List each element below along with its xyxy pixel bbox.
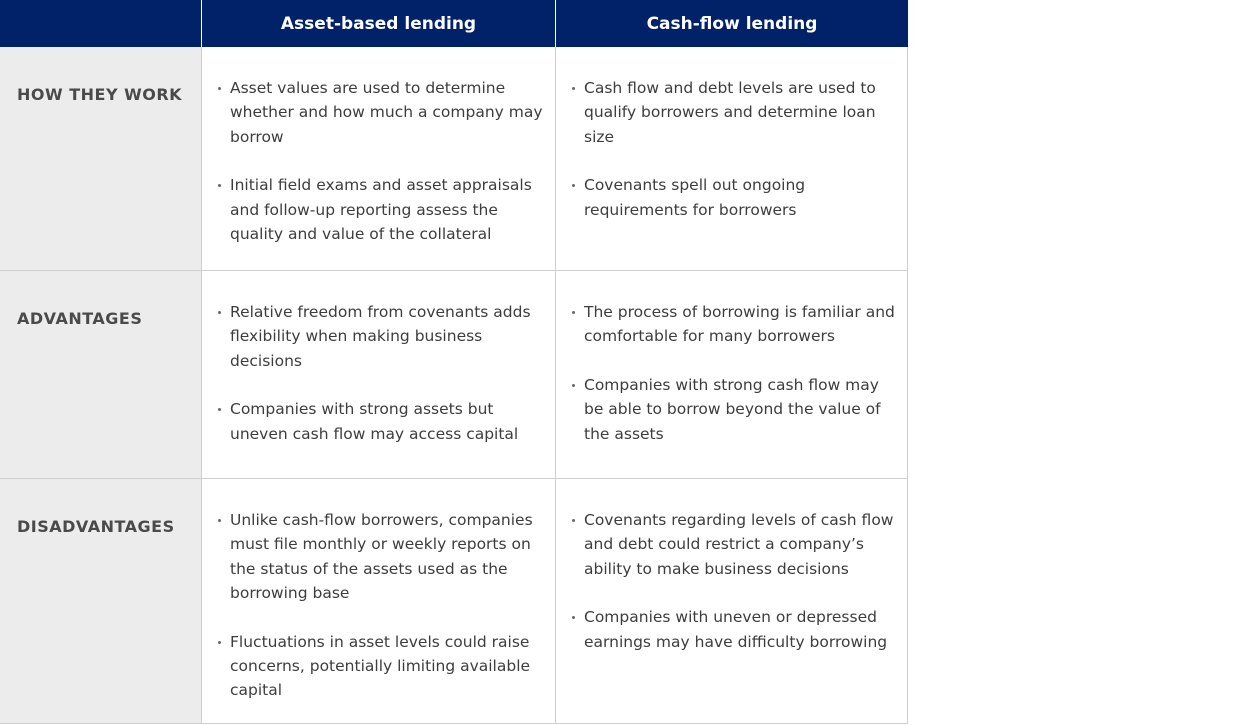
cell-how-they-work-asset bbox=[201, 47, 555, 271]
bullet-item: Fluctuations in asset levels could raise concerns, potentially limiting available capital bbox=[218, 630, 543, 703]
bullet-item: Relative freedom from covenants adds flexibility when making business decisions bbox=[218, 300, 543, 373]
bullet-item: Cash flow and debt levels are used to qualify borrowers and determine loan size bbox=[572, 76, 895, 149]
bullet-list bbox=[572, 300, 895, 446]
bullet-item: Covenants regarding levels of cash flow and debt could restrict a company’s ability to make business decisions bbox=[572, 508, 895, 581]
cell-advantages-asset bbox=[201, 271, 555, 479]
bullet-item: Companies with strong assets but uneven cash flow may access capital bbox=[218, 397, 543, 446]
header-cash-flow-lending: Cash-flow lending bbox=[555, 0, 908, 47]
bullet-list bbox=[218, 300, 543, 446]
header-asset-based-lending: Asset-based lending bbox=[201, 0, 555, 47]
bullet-item: The process of borrowing is familiar and comfortable for many borrowers bbox=[572, 300, 895, 349]
bullet-item: Companies with strong cash flow may be able to borrow beyond the value of the assets bbox=[572, 373, 895, 446]
bullet-item: Initial field exams and asset appraisals and follow-up reporting assess the quality and value of the collateral bbox=[218, 173, 543, 246]
cell-advantages-cash bbox=[555, 271, 908, 479]
cell-disadvantages-asset bbox=[201, 479, 555, 724]
row-label-advantages: ADVANTAGES bbox=[0, 271, 201, 479]
cell-how-they-work-cash bbox=[555, 47, 908, 271]
bullet-item: Companies with uneven or depressed earnings may have difficulty borrowing bbox=[572, 605, 895, 654]
bullet-list bbox=[218, 508, 543, 703]
bullet-item: Unlike cash-flow borrowers, companies must file monthly or weekly reports on the status of the assets used as the borrowing base bbox=[218, 508, 543, 606]
cell-disadvantages-cash bbox=[555, 479, 908, 724]
bullet-list bbox=[572, 508, 895, 654]
header-corner bbox=[0, 0, 201, 47]
row-label-disadvantages: DISADVANTAGES bbox=[0, 479, 201, 724]
bullet-item: Asset values are used to determine whether and how much a company may borrow bbox=[218, 76, 543, 149]
row-label-how-they-work: HOW THEY WORK bbox=[0, 47, 201, 271]
bullet-list bbox=[218, 76, 543, 246]
bullet-item: Covenants spell out ongoing requirements for borrowers bbox=[572, 173, 895, 222]
bullet-list bbox=[572, 76, 895, 222]
